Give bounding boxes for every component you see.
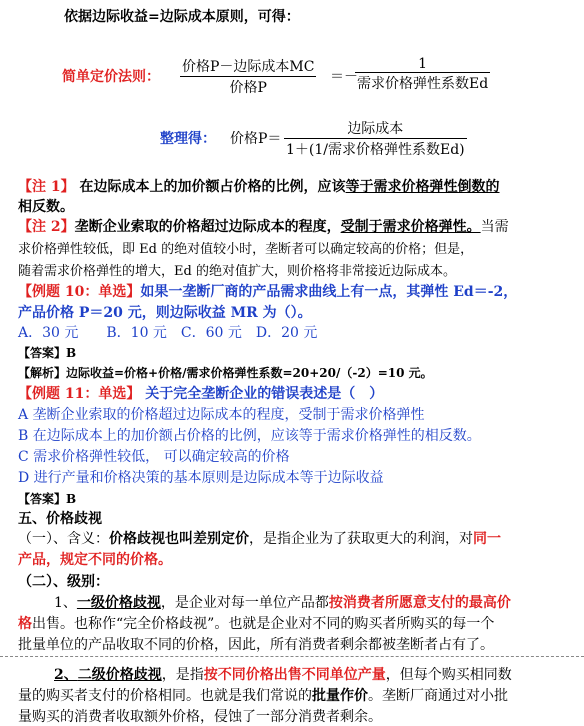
- level1-name: 一级价格歧视: [76, 595, 161, 611]
- note2-line3: 随着需求价格弹性的增大，Ed 的绝对值扩大，则价格将非常接近边际成本。: [18, 264, 456, 279]
- example11-option-c: C 需求价格弹性较低， 可以确定较高的价格: [18, 449, 290, 465]
- level2-line2a: 量的购买者支付的价格相同。也就是我们常说的: [18, 688, 312, 704]
- example10-answer: 【答案】B: [18, 346, 77, 360]
- note1-tag: 【注 1】: [18, 179, 75, 195]
- page-separator: [0, 656, 584, 657]
- rearranged-denominator: 1＋(1/需求价格弹性系数Ed): [284, 138, 467, 159]
- level1-line2-text: 出售。也称作“完全价格歧视”。也就是企业对不同的购买者所购买的每一个: [32, 616, 495, 632]
- level2-number: 2、: [54, 667, 78, 683]
- rearranged-fraction: [284, 118, 467, 159]
- level1-number: 1、: [54, 595, 77, 611]
- example11-option-d: D 进行产量和价格决策的基本原则是边际成本等于边际收益: [18, 470, 384, 486]
- definition-bold: 价格歧视也叫差别定价: [109, 531, 249, 547]
- example11-option-a: A 垄断企业索取的价格超过边际成本的程度，受制于需求价格弹性: [18, 407, 425, 423]
- example10-line1: [18, 281, 517, 301]
- section5-definition-line1: [18, 528, 501, 548]
- definition-rest: ，是指企业为了获取更大的利润，对: [249, 531, 473, 547]
- example11-line1: [18, 383, 383, 403]
- rearranged-label: 整理得：: [160, 131, 216, 147]
- level1-line1: [54, 592, 511, 612]
- note1-line2: 相反数。: [18, 199, 74, 215]
- pricing-rule-lhs-denominator: 价格P: [180, 76, 316, 97]
- note2-rest: 当需: [480, 219, 509, 235]
- pricing-rule-label: 简单定价法则：: [62, 69, 160, 85]
- pricing-rule-rhs-fraction: [355, 56, 490, 93]
- example10-tag: 【例题 10：单选】: [18, 284, 141, 300]
- note2-bold: 垄断企业索取的价格超过边际成本的程度，: [74, 219, 341, 235]
- pricing-rule-lhs-fraction: [180, 56, 316, 97]
- level2-rest: ，但每个购买相同数: [385, 667, 512, 683]
- example10-options: A．30 元 B．10 元 C．60 元 D．20 元: [18, 325, 318, 341]
- note1-line1: [18, 176, 500, 196]
- level2-red: 按不同价格出售不同单位产量: [203, 667, 386, 683]
- example10-question-line2: 产品价格 P＝20 元，则边际收益 MR 为（）。: [18, 305, 312, 321]
- example11-answer: 【答案】B: [18, 492, 77, 506]
- note2-line1: [18, 216, 509, 236]
- note2-underlined: 受制于需求价格弹性。: [340, 219, 481, 235]
- rearranged-lhs: 价格P＝: [230, 131, 282, 147]
- level1-line2: [18, 613, 494, 633]
- definition-red1: 同一: [473, 531, 501, 547]
- note2-line2: 求价格弹性较低，即 Ed 的绝对值较小时，垄断者可以确定较高的价格；但是，: [18, 242, 474, 257]
- level2-line2: [18, 685, 508, 705]
- level1-red2: 格: [18, 616, 32, 632]
- note2-tag: 【注 2】: [18, 219, 75, 235]
- example10-question-line1: 如果一垄断厂商的产品需求曲线上有一点，其弹性 Ed＝-2，: [140, 284, 518, 300]
- pricing-rule-rhs-numerator: 1: [418, 56, 428, 72]
- definition-prefix: （一）、含义：: [18, 531, 109, 547]
- level1-text: ，是企业对每一单位产品都: [160, 595, 329, 611]
- level1-line3: 批量单位的产品收取不同的价格，因此，所有消费者剩余都被垄断者占有了。: [18, 637, 494, 653]
- level2-line2b: 批量作价: [312, 688, 368, 704]
- level2-line2c: 。垄断厂商通过对小批: [368, 688, 508, 704]
- rearranged-numerator: 边际成本: [347, 121, 404, 137]
- note1-underlined: 等于需求价格弹性倒数的: [345, 179, 500, 195]
- pricing-rule-rhs-denominator: 需求价格弹性系数Ed: [355, 72, 490, 93]
- example11-question: 关于完全垄断企业的错误表述是（ ）: [140, 386, 384, 402]
- level2-text: ，是指: [161, 667, 204, 683]
- pricing-rule-label-text: 简单定价法则: [62, 69, 146, 85]
- level1-red: 按消费者所愿意支付的最高价: [328, 595, 511, 611]
- section5-levels-heading: （二）、级别：: [18, 574, 109, 590]
- example11-option-b: B 在边际成本上的加价额占价格的比例，应该等于需求价格弹性的相反数。: [18, 428, 481, 444]
- note1-text: 在边际成本上的加价额占价格的比例，应该: [74, 179, 346, 195]
- level2-name: 二级价格歧视: [77, 667, 162, 683]
- heading-line: 依据边际收益=边际成本原则，可得：: [64, 9, 300, 25]
- section5-title: 五、价格歧视: [18, 511, 102, 527]
- pricing-rule-lhs-numerator: 价格P－边际成本MC: [182, 59, 315, 75]
- example10-analysis: 【解析】边际收益=价格+价格/需求价格弹性系数=20+20/（-2）=10 元。: [18, 366, 433, 380]
- pricing-rule-equals: ＝－: [330, 69, 358, 85]
- level2-line1: [54, 664, 512, 684]
- example11-tag: 【例题 11：单选】: [18, 386, 141, 402]
- section5-definition-line2: 产品，规定不同的价格。: [18, 552, 172, 568]
- level2-line3: 量购买的消费者收取额外价格，侵蚀了一部分消费者剩余。: [18, 709, 382, 725]
